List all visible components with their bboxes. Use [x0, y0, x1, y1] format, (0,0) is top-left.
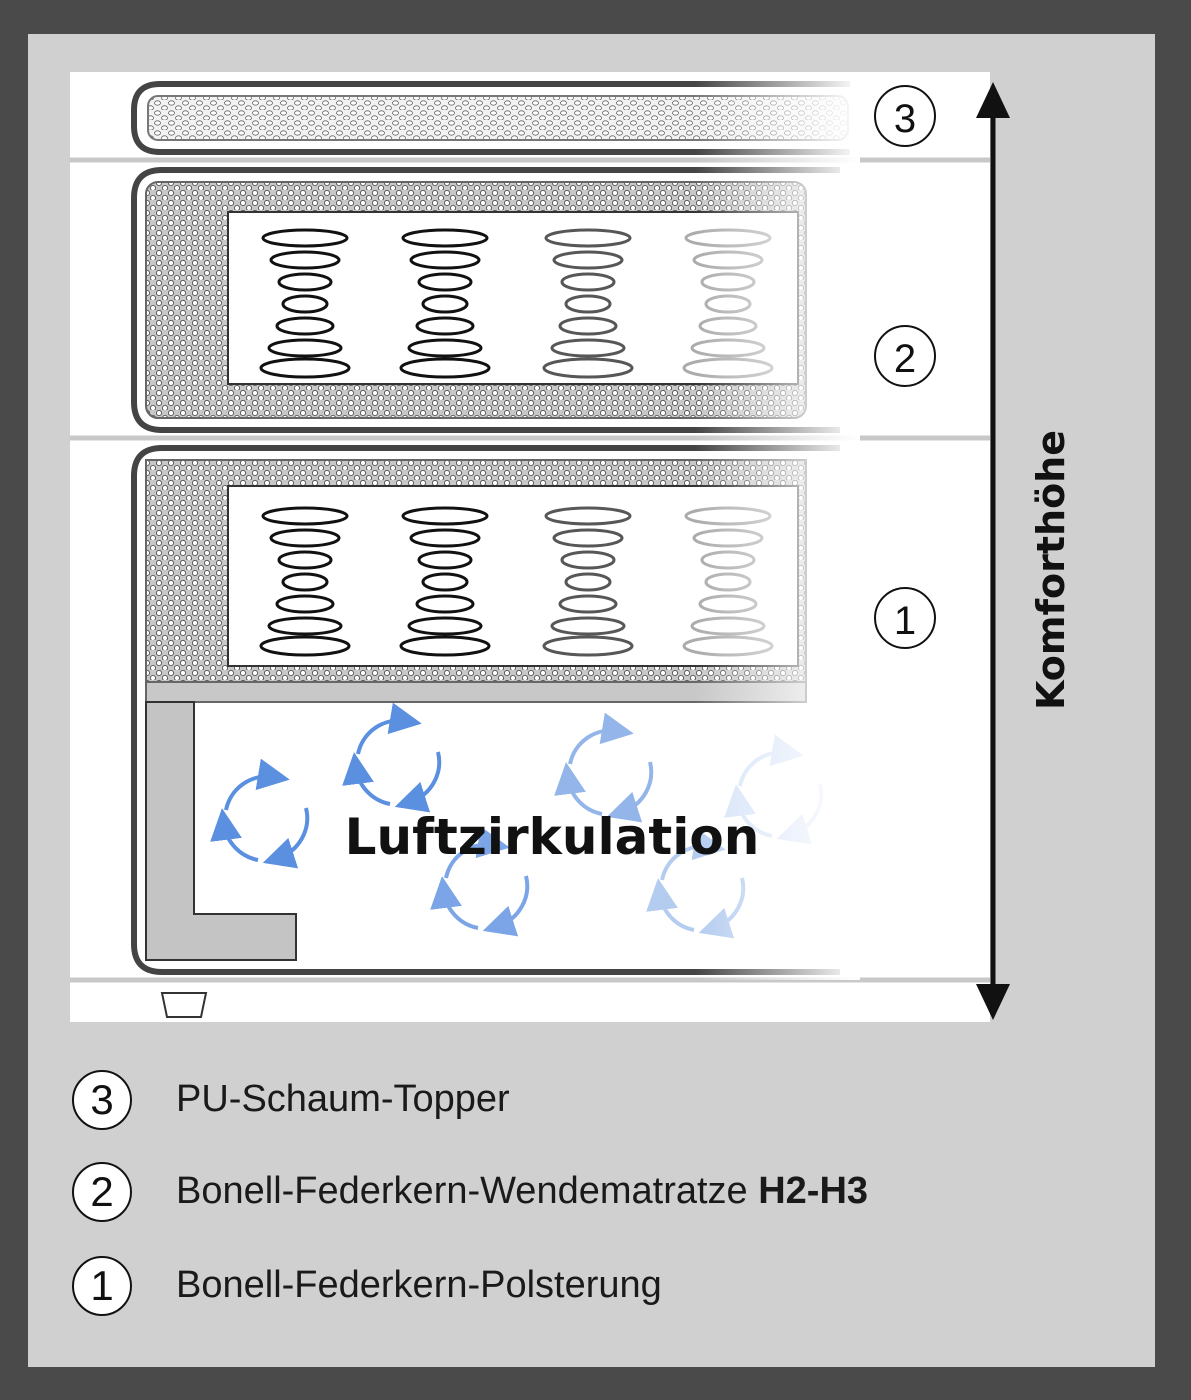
legend-label: [176, 1170, 868, 1213]
legend-item-base: [72, 1256, 1122, 1320]
layer-marker-3: [875, 86, 935, 146]
layer-marker-number: 3: [893, 97, 917, 141]
legend-label: [176, 1078, 510, 1121]
legend-item-topper: [72, 1070, 1122, 1134]
layer-marker-1: [875, 588, 935, 648]
legend-label-text: Bonell-Federkern-Wendematratze: [176, 1170, 759, 1212]
layer-marker-number: 2: [893, 337, 917, 381]
legend-number: 1: [72, 1256, 132, 1316]
legend-label-bold: H2-H3: [758, 1170, 869, 1212]
legend-item-mattress: [72, 1162, 1122, 1226]
layer-marker-number: 1: [893, 599, 917, 643]
legend-label-text: PU-Schaum-Topper: [176, 1078, 510, 1120]
air-circulation-label: Luftzirkulation: [344, 808, 760, 866]
legend-label-text: Bonell-Federkern-Polsterung: [176, 1264, 662, 1306]
legend-label: [176, 1264, 662, 1307]
layer-marker-2: [875, 326, 935, 386]
comfort-height-label: Komforthöhe: [1029, 429, 1073, 711]
legend-number: 3: [72, 1070, 132, 1130]
legend-number: 2: [72, 1162, 132, 1222]
bed-foot: [162, 993, 206, 1017]
